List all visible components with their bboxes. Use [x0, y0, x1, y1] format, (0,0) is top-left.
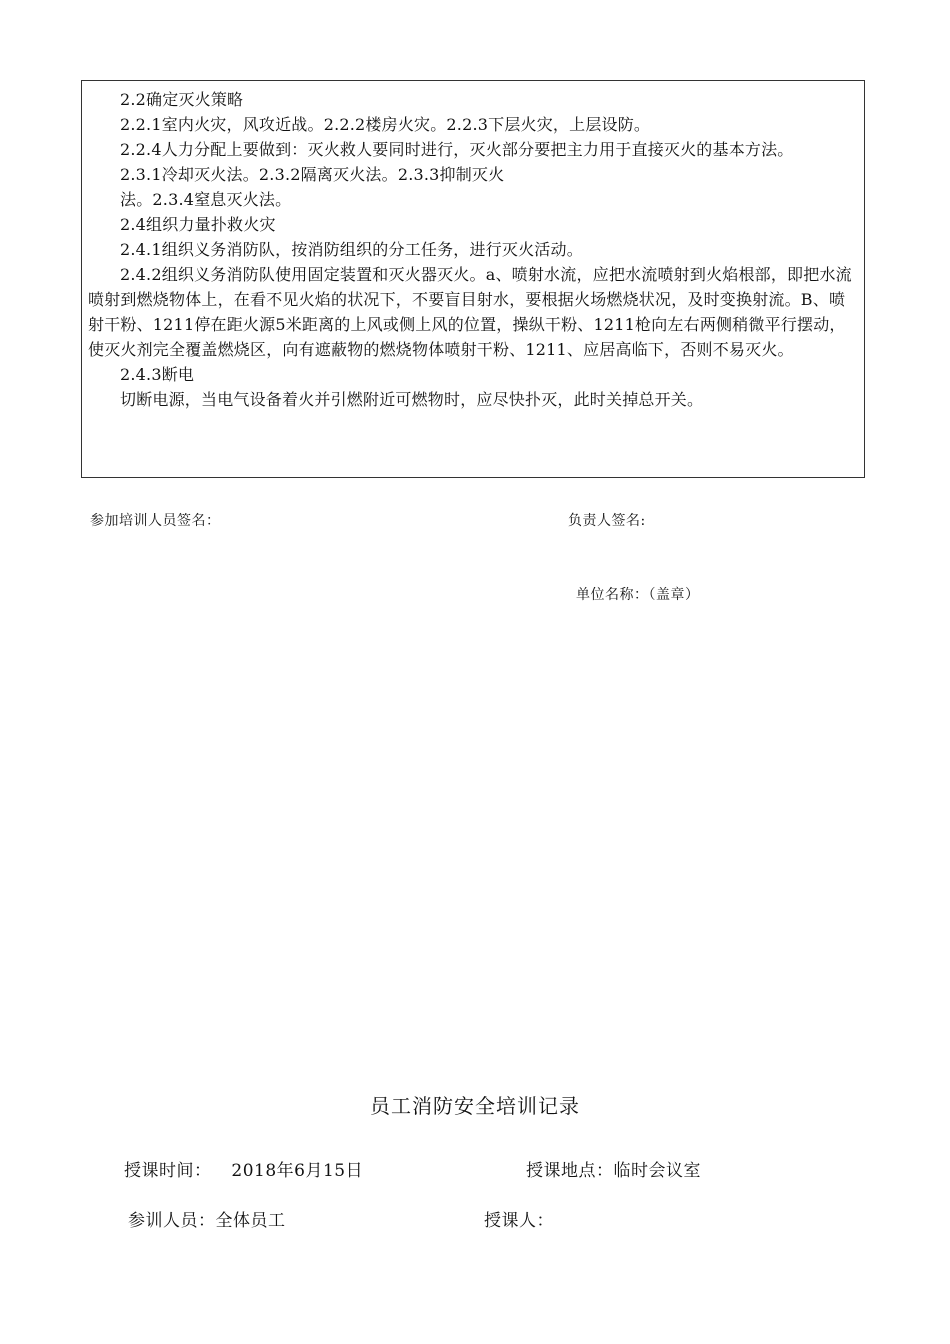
participants-row [128, 1206, 286, 1231]
content-box [81, 80, 865, 478]
place-value: 临时会议室 [613, 1161, 701, 1181]
unit-name-label: 单位名称：（盖章） [576, 587, 700, 603]
paragraph: 2.3.1冷却灭火法。2.3.2隔离灭火法。2.3.3抑制灭火 [120, 165, 505, 184]
participants-label: 参训人员： [128, 1211, 216, 1231]
place-label: 授课地点： [526, 1161, 614, 1181]
paragraph: 2.4.3断电 [120, 365, 195, 384]
paragraph: 2.4组织力量扑救火灾 [120, 215, 276, 234]
paragraph: 2.4.1组织义务消防队，按消防组织的分工任务，进行灭火活动。 [120, 240, 583, 259]
time-label: 授课时间： [124, 1161, 212, 1181]
trainees-signature-label: 参加培训人员签名： [90, 513, 221, 529]
paragraph: 2.4.2组织义务消防队使用固定装置和灭火器灭火。a、喷射水流，应把水流喷射到火焰根部，即把水流喷射到燃烧物体上，在看不见火焰的状况下，不要盲目射水，要根据火场燃烧状况，及时变换射流。B、喷射干粉、1211停在距火源5米距离的上风或侧上风的位置，操纵干粉、1211枪向左右两侧稍微平行摆动，使灭火剂完全覆盖燃烧区，向有遮蔽物的燃烧物体喷射干粉、1211、应居高临下，否则不易灭火。 [88, 265, 852, 359]
lecturer-label: 授课人： [484, 1211, 554, 1231]
time-row [124, 1156, 363, 1181]
paragraph: 切断电源，当电气设备着火并引燃附近可燃物时，应尽快扑灭，此时关掉总开关。 [120, 390, 704, 409]
lecturer-row [484, 1206, 554, 1231]
paragraph: 法。2.3.4窒息灭火法。 [120, 190, 292, 209]
participants-value: 全体员工 [215, 1211, 286, 1231]
place-row [526, 1156, 701, 1181]
paragraph: 2.2.1室内火灾，风攻近战。2.2.2楼房火灾。2.2.3下层火灾，上层设防。 [120, 115, 651, 134]
manager-signature-label: 负责人签名: [568, 513, 646, 529]
time-value: 2018年6月15日 [231, 1161, 364, 1181]
paragraph: 2.2.4人力分配上要做到：灭火救人要同时进行，灭火部分要把主力用于直接灭火的基本方法。 [120, 140, 794, 159]
paragraph: 2.2确定灭火策略 [120, 90, 244, 109]
record-title: 员工消防安全培训记录 [370, 1094, 580, 1118]
